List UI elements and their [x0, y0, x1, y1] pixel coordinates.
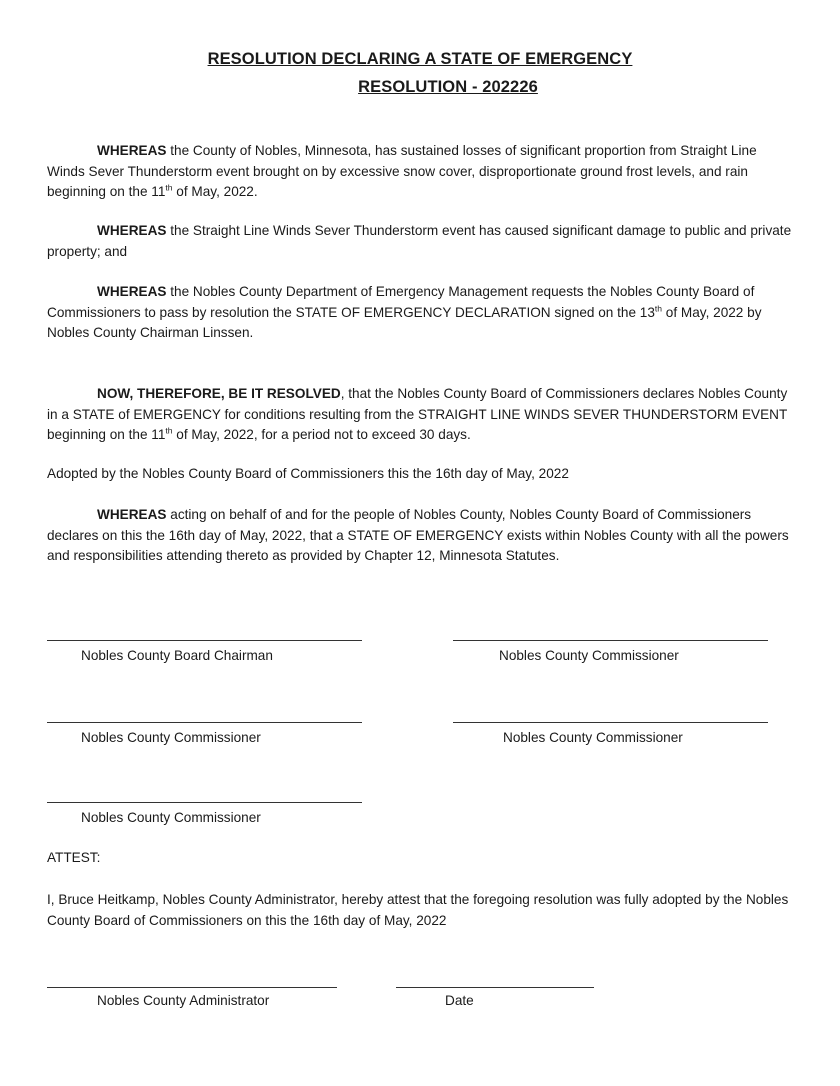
signature-label-board-chairman: Nobles County Board Chairman — [81, 648, 273, 663]
document-title: RESOLUTION DECLARING A STATE OF EMERGENCY — [207, 50, 633, 68]
whereas-lead: WHEREAS — [97, 284, 167, 299]
signature-line-commissioner-4 — [47, 802, 362, 803]
whereas-lead: WHEREAS — [97, 143, 167, 158]
whereas-paragraph-1: WHEREAS the County of Nobles, Minnesota, has sustained losses of significant proportion from Straight Line Winds Sever Thunderstorm event brought on by excessive snow cover, disproportionate ground frost levels, and rain beginning on the 11th of May, 2022. — [47, 143, 757, 199]
whereas-paragraph-2: WHEREAS the Straight Line Winds Sever Thunderstorm event has caused significant damage to public and private property; and — [47, 223, 792, 259]
signature-line-commissioner-2 — [47, 722, 362, 723]
signature-label-commissioner-4: Nobles County Commissioner — [81, 810, 261, 825]
attest-statement: I, Bruce Heitkamp, Nobles County Administrator, hereby attest that the foregoing resolution was fully adopted by the Nobles County Board of Commissioners on this the 16th day of May, 2022 — [47, 892, 789, 928]
signature-label-commissioner-2: Nobles County Commissioner — [81, 730, 261, 745]
resolution-number: RESOLUTION - 202226 — [358, 78, 538, 96]
signature-label-commissioner-3: Nobles County Commissioner — [503, 730, 683, 745]
whereas-paragraph-3: WHEREAS the Nobles County Department of Emergency Management requests the Nobles County Board of Commissioners to pass by resolution the STATE OF EMERGENCY DECLARATION signed on the 13th of May, 2022 by Nobles County Chairman Linssen. — [47, 284, 762, 340]
whereas-paragraph-4: WHEREAS acting on behalf of and for the people of Nobles County, Nobles County Board of Commissioners declares on this the 16th day of May, 2022, that a STATE OF EMERGENCY exists within Nobles County with all the powers and responsibilities attending thereto as provided by Chapter 12, Minnesota Statutes. — [47, 507, 789, 563]
signature-line-commissioner-3 — [453, 722, 768, 723]
whereas-lead: WHEREAS — [97, 223, 167, 238]
resolved-lead: NOW, THEREFORE, BE IT RESOLVED — [97, 386, 341, 401]
date-line — [396, 987, 594, 988]
signature-line-administrator — [47, 987, 337, 988]
adopted-statement: Adopted by the Nobles County Board of Commissioners this the 16th day of May, 2022 — [47, 466, 569, 481]
signature-line-board-chairman — [47, 640, 362, 641]
attest-label: ATTEST: — [47, 850, 101, 865]
signature-label-commissioner-1: Nobles County Commissioner — [499, 648, 679, 663]
whereas-lead: WHEREAS — [97, 507, 167, 522]
date-label: Date — [445, 993, 474, 1008]
resolved-paragraph: NOW, THEREFORE, BE IT RESOLVED, that the Nobles County Board of Commissioners declares Nobles County in a STATE of EMERGENCY for conditions resulting from the STRAIGHT LINE WINDS SEVER THUNDERSTORM EVENT beginning on the 11th of May, 2022, for a period not to exceed 30 days. — [47, 386, 788, 442]
signature-line-commissioner-1 — [453, 640, 768, 641]
signature-label-administrator: Nobles County Administrator — [97, 993, 270, 1008]
